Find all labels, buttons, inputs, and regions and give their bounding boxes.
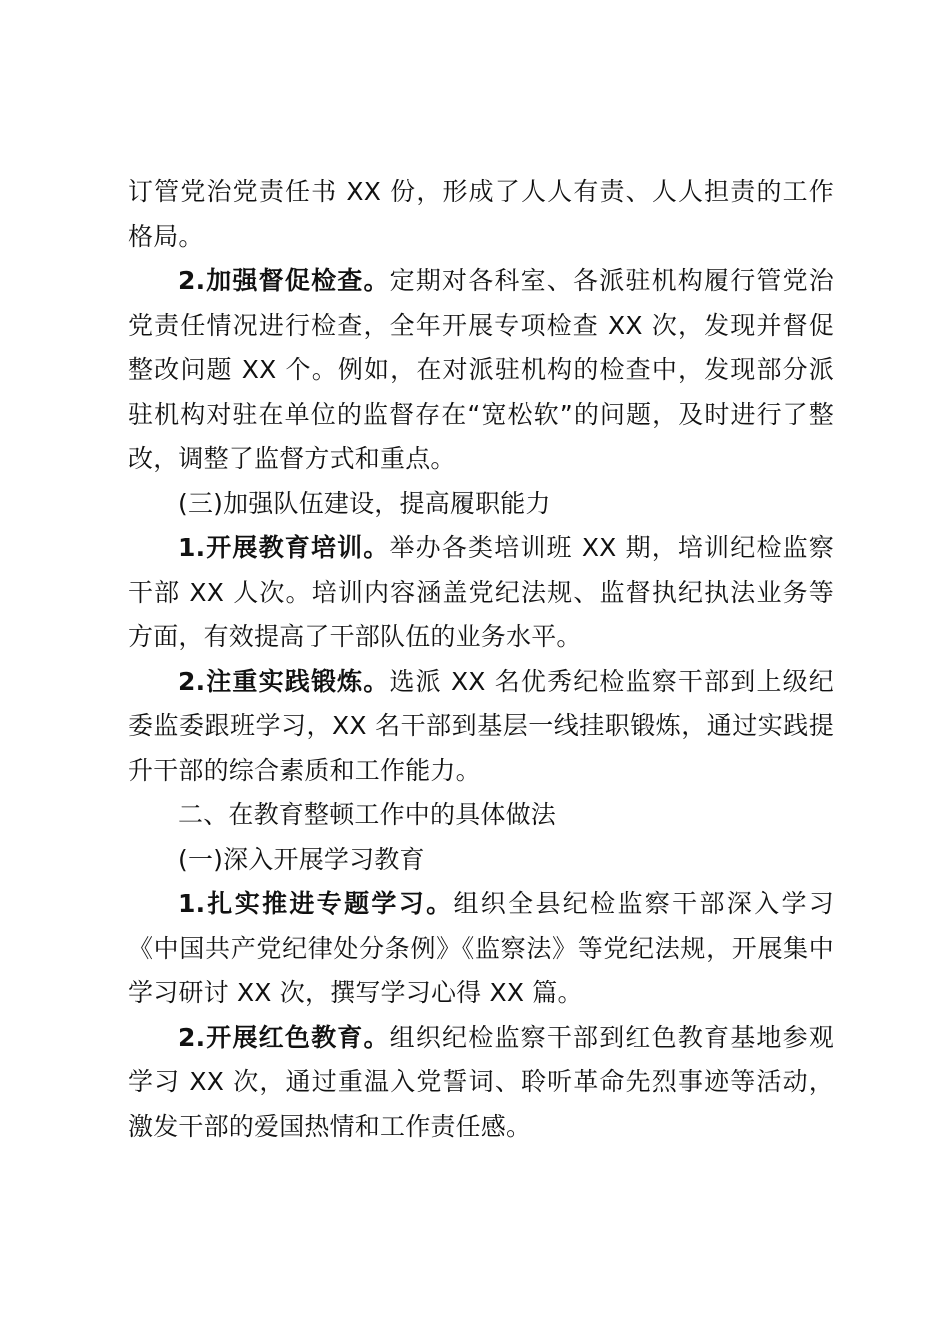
paragraph-text: 组织纪检监察干部到红色教育基地参观学习 XX 次，通过重温入党誓词、聆听革命先烈事迹等活动，激发干部的爱国热情和工作责任感。	[128, 1022, 834, 1141]
paragraph-lead: 2.加强督促检查。	[178, 266, 390, 295]
document-body	[128, 170, 834, 1149]
paragraph-text: 选派 XX 名优秀纪检监察干部到上级纪委监委跟班学习，XX 名干部到基层一线挂职锻炼，通过实践提升干部的综合素质和工作能力。	[128, 666, 834, 785]
paragraph-text: 订管党治党责任书 XX 份，形成了人人有责、人人担责的工作格局。	[128, 177, 834, 251]
section-heading-team-building	[128, 482, 834, 527]
paragraph-lead: 1.开展教育培训。	[178, 533, 390, 562]
paragraph-supervision-inspection	[128, 259, 834, 482]
paragraph-lead: 1.扎实推进专题学习。	[178, 889, 454, 918]
paragraph-lead: 2.注重实践锻炼。	[178, 666, 390, 696]
paragraph-practice-training	[128, 660, 834, 794]
paragraph-text: 组织全县纪检监察干部深入学习《中国共产党纪律处分条例》《监察法》等党纪法规，开展集中学习研讨 XX 次，撰写学习心得 XX 篇。	[128, 889, 835, 1007]
paragraph-text: (一)深入开展学习教育	[178, 844, 425, 874]
section-heading-study-education	[128, 838, 834, 883]
paragraph-red-education	[128, 1016, 834, 1150]
paragraph-text: 定期对各科室、各派驻机构履行管党治党责任情况进行检查，全年开展专项检查 XX 次，发现并督促整改问题 XX 个。例如，在对派驻机构的检查中，发现部分派驻机构对驻在单位的监督存在“宽松软”的问题，及时进行了整改，调整了监督方式和重点。	[128, 266, 834, 473]
paragraph-lead: 2.开展红色教育。	[178, 1022, 390, 1052]
paragraph-education-training	[128, 526, 834, 660]
paragraph-text: (三)加强队伍建设，提高履职能力	[178, 488, 551, 518]
paragraph-continuation	[128, 170, 834, 259]
paragraph-text: 举办各类培训班 XX 期，培训纪检监察干部 XX 人次。培训内容涵盖党纪法规、监督执纪执法业务等方面，有效提高了干部队伍的业务水平。	[128, 533, 834, 651]
section-heading-rectification	[128, 793, 834, 838]
paragraph-special-study	[128, 882, 834, 1016]
paragraph-text: 二、在教育整顿工作中的具体做法	[178, 800, 557, 829]
